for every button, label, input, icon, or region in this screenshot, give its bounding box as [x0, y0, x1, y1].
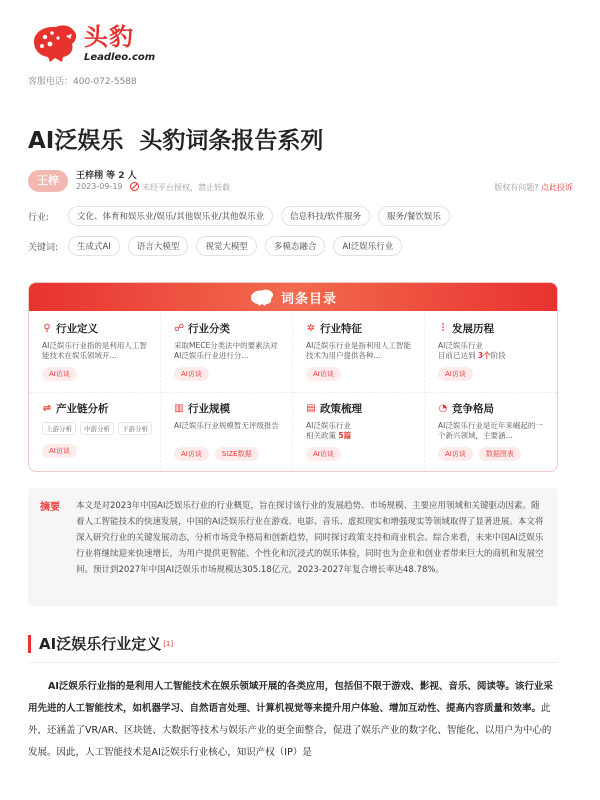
- keyword-tag[interactable]: 多模态融合: [265, 236, 326, 256]
- toc-item-classification[interactable]: [161, 313, 293, 393]
- brand-name-cn: 头豹: [84, 22, 134, 51]
- keyword-label: 关键词:: [28, 242, 59, 253]
- toc-item-desc: AI泛娱乐行业指的是利用人工智能技术在娱乐领域开...: [42, 341, 147, 360]
- author-name[interactable]: 王梓栩 等 2 人: [76, 171, 137, 181]
- upstream-tag[interactable]: 上游分析: [42, 422, 76, 435]
- desc-line1: AI泛娱乐行业: [306, 421, 351, 430]
- downstream-tag[interactable]: 下游分析: [118, 422, 152, 435]
- toc-item-title: 行业分类: [188, 323, 230, 335]
- desc-line1: AI泛娱乐行业: [438, 341, 483, 350]
- author-row: [28, 168, 573, 196]
- header: [28, 22, 155, 87]
- copyright-question: 版权有问题?: [494, 183, 539, 192]
- abstract-text: 本文是对2023年中国AI泛娱乐行业的行业概览，旨在探讨该行业的发展趋势、市场规模、主要应用领域和关键驱动因素。随着人工智能技术的快速发展，中国的AI泛娱乐行业在游戏、电影、音乐、虚拟现实和增强现实等领域取得了显著进展。本文将深入研究行业的关键发展动态，分析市场竞争格局和创新趋势，同时探讨政策支持和商业机会。综合来看，未来中国AI泛娱乐行业将继续迎来快速增长，为用户提供更智能、个性化和沉浸式的娱乐体验，同时也为企业和创业者带来巨大的商机和发展空间。预计到2027年中国AI泛娱乐市场规模达305.18亿元，2023-2027年复合增长率达48.78%。: [76, 501, 544, 575]
- keyword-tag[interactable]: 视觉大模型: [196, 236, 257, 256]
- section-accent-bar: [28, 635, 31, 653]
- toc-item-title: 行业规模: [188, 403, 230, 415]
- ai-interview-badge[interactable]: AI访谈: [438, 447, 473, 461]
- stage-count: 3个: [477, 351, 491, 360]
- toc-item-history[interactable]: [425, 313, 557, 393]
- section-heading: [28, 633, 173, 654]
- classification-icon: ☍: [174, 322, 185, 334]
- toc-item-policy[interactable]: [293, 393, 425, 472]
- industry-tag[interactable]: 服务/餐饮娱乐: [378, 206, 450, 226]
- toc-item-desc: AI泛娱乐行业是指利用人工智能技术为用户提供各种...: [306, 341, 411, 360]
- citation-link[interactable]: [1]: [163, 639, 174, 648]
- section-divider: [28, 662, 558, 663]
- size-data-badge[interactable]: SIZE数据: [215, 447, 259, 461]
- ai-interview-badge[interactable]: AI访谈: [42, 367, 77, 381]
- logo[interactable]: [28, 22, 155, 64]
- toc-item-desc: AI泛娱乐行业是近年来崛起的一个新兴领域，主要涵...: [438, 421, 543, 440]
- toc-item-scale[interactable]: [161, 393, 293, 472]
- ai-interview-badge[interactable]: AI访谈: [438, 367, 473, 381]
- toc-item-title: 发展历程: [452, 323, 494, 335]
- midstream-tag[interactable]: 中游分析: [80, 422, 114, 435]
- toc-item-title: 产业链分析: [56, 403, 109, 415]
- policy-icon: ▤: [306, 402, 316, 414]
- publish-date: 2023-09-19: [76, 182, 123, 191]
- desc-line2: 相关政策: [306, 431, 339, 440]
- toc-item-desc: AI泛娱乐行业规模暂无评级报告: [174, 421, 279, 430]
- service-hotline: 客服电话：400-072-5588: [28, 77, 137, 87]
- toc-item-title: 行业特征: [320, 323, 362, 335]
- keyword-tag[interactable]: 生成式AI: [68, 236, 120, 256]
- brand-name-en: Leadleo.com: [84, 51, 156, 63]
- copyright-notice: [494, 182, 573, 193]
- toc-item-chain[interactable]: [29, 393, 161, 472]
- definition-text: 此外，还涵盖了VR/AR、区块链、大数据等技术与娱乐产业的更全面整合，促进了娱乐产业的数字化、智能化、以用户为中心的发展。因此，人工智能技术是AI泛娱乐行业核心，知识产权（IP）是: [28, 703, 552, 758]
- toc-title: 词条目录: [280, 291, 337, 307]
- avatar[interactable]: 王梓: [28, 170, 68, 192]
- toc-item-title: 行业定义: [56, 323, 98, 335]
- toc-grid: [29, 311, 557, 472]
- leopard-logo-icon: [28, 22, 80, 64]
- history-icon: ⫶: [441, 322, 445, 334]
- data-chart-badge[interactable]: 数据图表: [479, 447, 521, 461]
- industry-tag[interactable]: 信息科技/软件服务: [281, 206, 370, 226]
- industry-tags: [28, 206, 458, 226]
- ai-interview-badge[interactable]: AI访谈: [306, 447, 341, 461]
- leopard-icon: [249, 288, 275, 306]
- toc-card: [28, 282, 558, 472]
- keyword-tag[interactable]: AI泛娱乐行业: [333, 236, 402, 256]
- chain-icon: ⇌: [42, 402, 52, 414]
- industry-tag[interactable]: 文化、体育和娱乐业/娱乐/其他娱乐业/其他娱乐业: [68, 206, 273, 226]
- toc-item-title: 政策梳理: [320, 403, 362, 415]
- keyword-tag[interactable]: 语言大模型: [128, 236, 189, 256]
- industry-label: 行业:: [28, 212, 50, 223]
- competition-icon: ◔: [438, 402, 448, 414]
- policy-count: 5篇: [338, 431, 352, 440]
- abstract-box: [28, 488, 558, 606]
- keyword-tags: [28, 236, 410, 256]
- toc-item-definition[interactable]: [29, 313, 161, 393]
- toc-item-feature[interactable]: [293, 313, 425, 393]
- ai-interview-badge[interactable]: AI访谈: [42, 444, 77, 458]
- page-title: AI泛娱乐 头豹词条报告系列: [28, 128, 324, 154]
- toc-item-title: 竞争格局: [452, 403, 494, 415]
- toc-item-competition[interactable]: [425, 393, 557, 472]
- toc-item-desc: 采取MECE分类法中的要素法对AI泛娱乐行业进行分...: [174, 341, 278, 360]
- desc-suffix: 阶段: [490, 351, 506, 360]
- reprint-notice: 未经平台授权，禁止转载: [142, 183, 230, 192]
- definition-bold-text: AI泛娱乐行业指的是利用人工智能技术在娱乐领域开展的各类应用，包括但不限于游戏、影视、音乐、阅读等。该行业采用先进的人工智能技术，如机器学习、自然语言处理、计算机视觉等来提升用户体验、增加互动性、提高内容质量和效率。: [28, 681, 553, 714]
- report-link[interactable]: 点此投诉: [541, 183, 573, 192]
- no-reprint-icon: [130, 182, 139, 191]
- toc-banner: [29, 283, 557, 311]
- desc-line2: 目前已达到: [438, 351, 478, 360]
- definition-paragraph: [28, 676, 558, 764]
- scale-icon: ▥: [174, 402, 184, 414]
- feature-icon: ✲: [306, 322, 316, 334]
- ai-interview-badge[interactable]: AI访谈: [174, 367, 209, 381]
- abstract-label: 摘要: [40, 502, 60, 513]
- definition-icon: ⚲: [43, 322, 51, 334]
- ai-interview-badge[interactable]: AI访谈: [174, 447, 209, 461]
- ai-interview-badge[interactable]: AI访谈: [306, 367, 341, 381]
- toc-item-desc: [306, 421, 414, 441]
- section-title: AI泛娱乐行业定义: [39, 635, 162, 653]
- toc-item-desc: [438, 341, 546, 361]
